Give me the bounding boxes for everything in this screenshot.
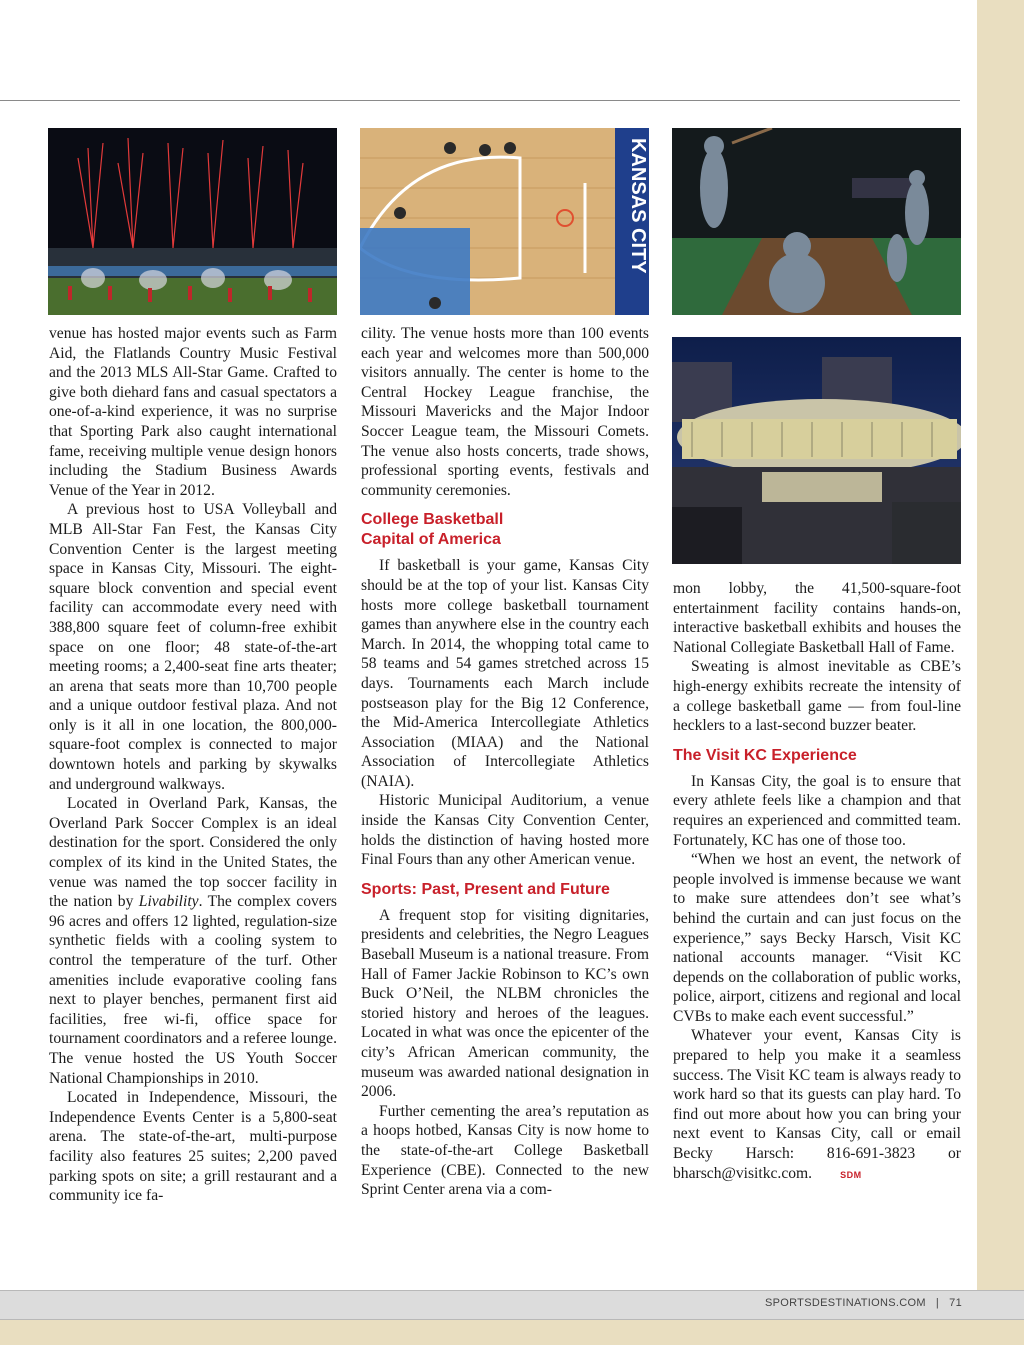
paragraph: If basketball is your game, Kansas City should be at the top of your list. Kansas City hosts more college basketball tournament games than anywhere else in the country each March. In 2014, the whopping total came to 58 teams and 54 games stretched across 15 days. Tournaments each March include postseason play for the Big 12 Conference, the Mid-America Intercollegiate Athletics Association (MIAA) and the National Association of Intercollegiate Athletics (NAIA).	[361, 557, 649, 790]
paragraph: Sweating is almost inevitable as CBE’s high-energy exhibits recreate the intensity of a college basketball game — from foul-line hecklers to a last-second buzzer beater.	[673, 658, 961, 735]
top-divider	[0, 100, 960, 101]
paragraph: A previous host to USA Volleyball and MLB All-Star Fan Fest, the Kansas City Convention Center is the largest meeting space in Kansas City, Missouri. The eight-square block convention and special event facility can accommodate every need with 388,800 square feet of column-free exhibit space on one floor; 48 state-of-the-art meeting rooms; a 2,400-seat fine arts theater; an arena that seats more than 10,700 people and a unique outdoor festival plaza. And not only is it all in one location, the 800,000-square-foot complex is connected to major downtown hotels and parking by skywalks and underground walkways.	[49, 501, 337, 793]
section-heading: Sports: Past, Present and Future	[361, 880, 610, 898]
page-number: 71	[949, 1297, 962, 1309]
sdm-end-mark: SDM	[840, 1169, 862, 1180]
paragraph: mon lobby, the 41,500-square-foot entertainment facility contains hands-on, interactive basketball exhibits and houses the National Collegiate Basketball Hall of Fame.	[673, 580, 961, 656]
paragraph: Historic Municipal Auditorium, a venue inside the Kansas City Convention Center, holds the distinction of having hosted more Final Fours than any other American venue.	[361, 792, 649, 869]
stadium-fireworks-photo	[48, 128, 337, 315]
footer-bar	[0, 1290, 1024, 1320]
basketball-court-photo	[360, 128, 649, 315]
livability-title: Livability	[138, 893, 199, 911]
paragraph: cility. The venue hosts more than 100 events each year and welcomes more than 500,000 visitors annually. The center is home to the Central Hockey League franchise, the Missouri Mavericks and the Major Indoor Soccer League team, the Missouri Comets. The venue also hosts concerts, trade shows, professional sporting events, festivals and community ceremonies.	[361, 325, 649, 499]
paragraph: “When we host an event, the network of people involved is immense because we want to make sure attendees don’t see what’s behind the curtain and can just focus on the experience,” says Becky Harsch, Visit KC national accounts manager. “Visit KC depends on the collaboration of public works, police, airport, citizens and regional and local CVBs to make each event successful.”	[673, 851, 961, 1025]
paragraph: Located in Independence, Missouri, the Independence Events Center is a 5,800-seat arena. The state-of-the-art, multi-purpose facility also features 25 suites; 2,200 paved parking spots on site; a grill restaurant and a community ice fa-	[49, 1089, 337, 1205]
column-2	[361, 324, 649, 1200]
column-1	[49, 324, 337, 1206]
section-heading: The Visit KC Experience	[673, 746, 857, 764]
paragraph: Further cementing the area’s reputation as a hoops hotbed, Kansas City is now home to the state-of-the-art College Basketball Experience (CBE). Connected to the new Sprint Center arena via a com-	[361, 1102, 649, 1199]
paragraph: In Kansas City, the goal is to ensure that every athlete feels like a champion and that requires an experienced and committed team. Fortunately, KC has one of those too.	[673, 772, 961, 849]
section-heading: College Basketball Capital of America	[361, 511, 504, 549]
paragraph: Located in Overland Park, Kansas, the Overland Park Soccer Complex is an ideal destination for the sport. Considered the only complex of its kind in the United States, the venue was named the top soccer facility in the nation by Livability. The complex covers 96 acres and offers 12 lighted, regulation-size synthetic fields with a cooling system to control the temperature of the turf. Other amenities include evaporative cooling fans next to player benches, permanent first aid facilities, free wi-fi, office space for tournament coordinators and a referee lounge. The venue hosted the US Youth Soccer National Championships in 2010.	[49, 795, 337, 1087]
baseball-statues-photo	[672, 128, 961, 315]
paragraph: Whatever your event, Kansas City is prepared to help you make it a seamless success. The Visit KC team is always ready to work hard so that its guests can play hard. To find out more about how you can bring your next event to Kansas City, call or email Becky Harsch: 816-691-3823 or bharsch@visitkc.com. SDM	[673, 1026, 961, 1185]
footer-text	[765, 1297, 962, 1309]
column-3	[673, 579, 961, 1185]
court-text: KANSAS CITY	[627, 138, 649, 274]
arena-night-photo	[672, 337, 961, 564]
footer-separator: |	[935, 1297, 940, 1309]
paragraph: venue has hosted major events such as Farm Aid, the Flatlands Country Music Festival and the 2013 MLS All-Star Game. Crafted to give both diehard fans and casual spectators a one-of-a-kind experience, it was no surprise that Sporting Park also caught international fame, receiving multiple venue design honors including the Stadium Business Awards Venue of the Year in 2012.	[49, 325, 337, 499]
footer-site-link[interactable]: SPORTSDESTINATIONS.COM	[765, 1297, 926, 1309]
paragraph: A frequent stop for visiting dignitaries, presidents and celebrities, the Negro Leagues Baseball Museum is a national treasure. From Hall of Famer Jackie Robinson to KC’s own Buck O’Neil, the NLBM chronicles the storied history and heroes of the leagues. Located in what was once the epicenter of the city’s African American community, the museum was awarded national designation in 2006.	[361, 906, 649, 1101]
